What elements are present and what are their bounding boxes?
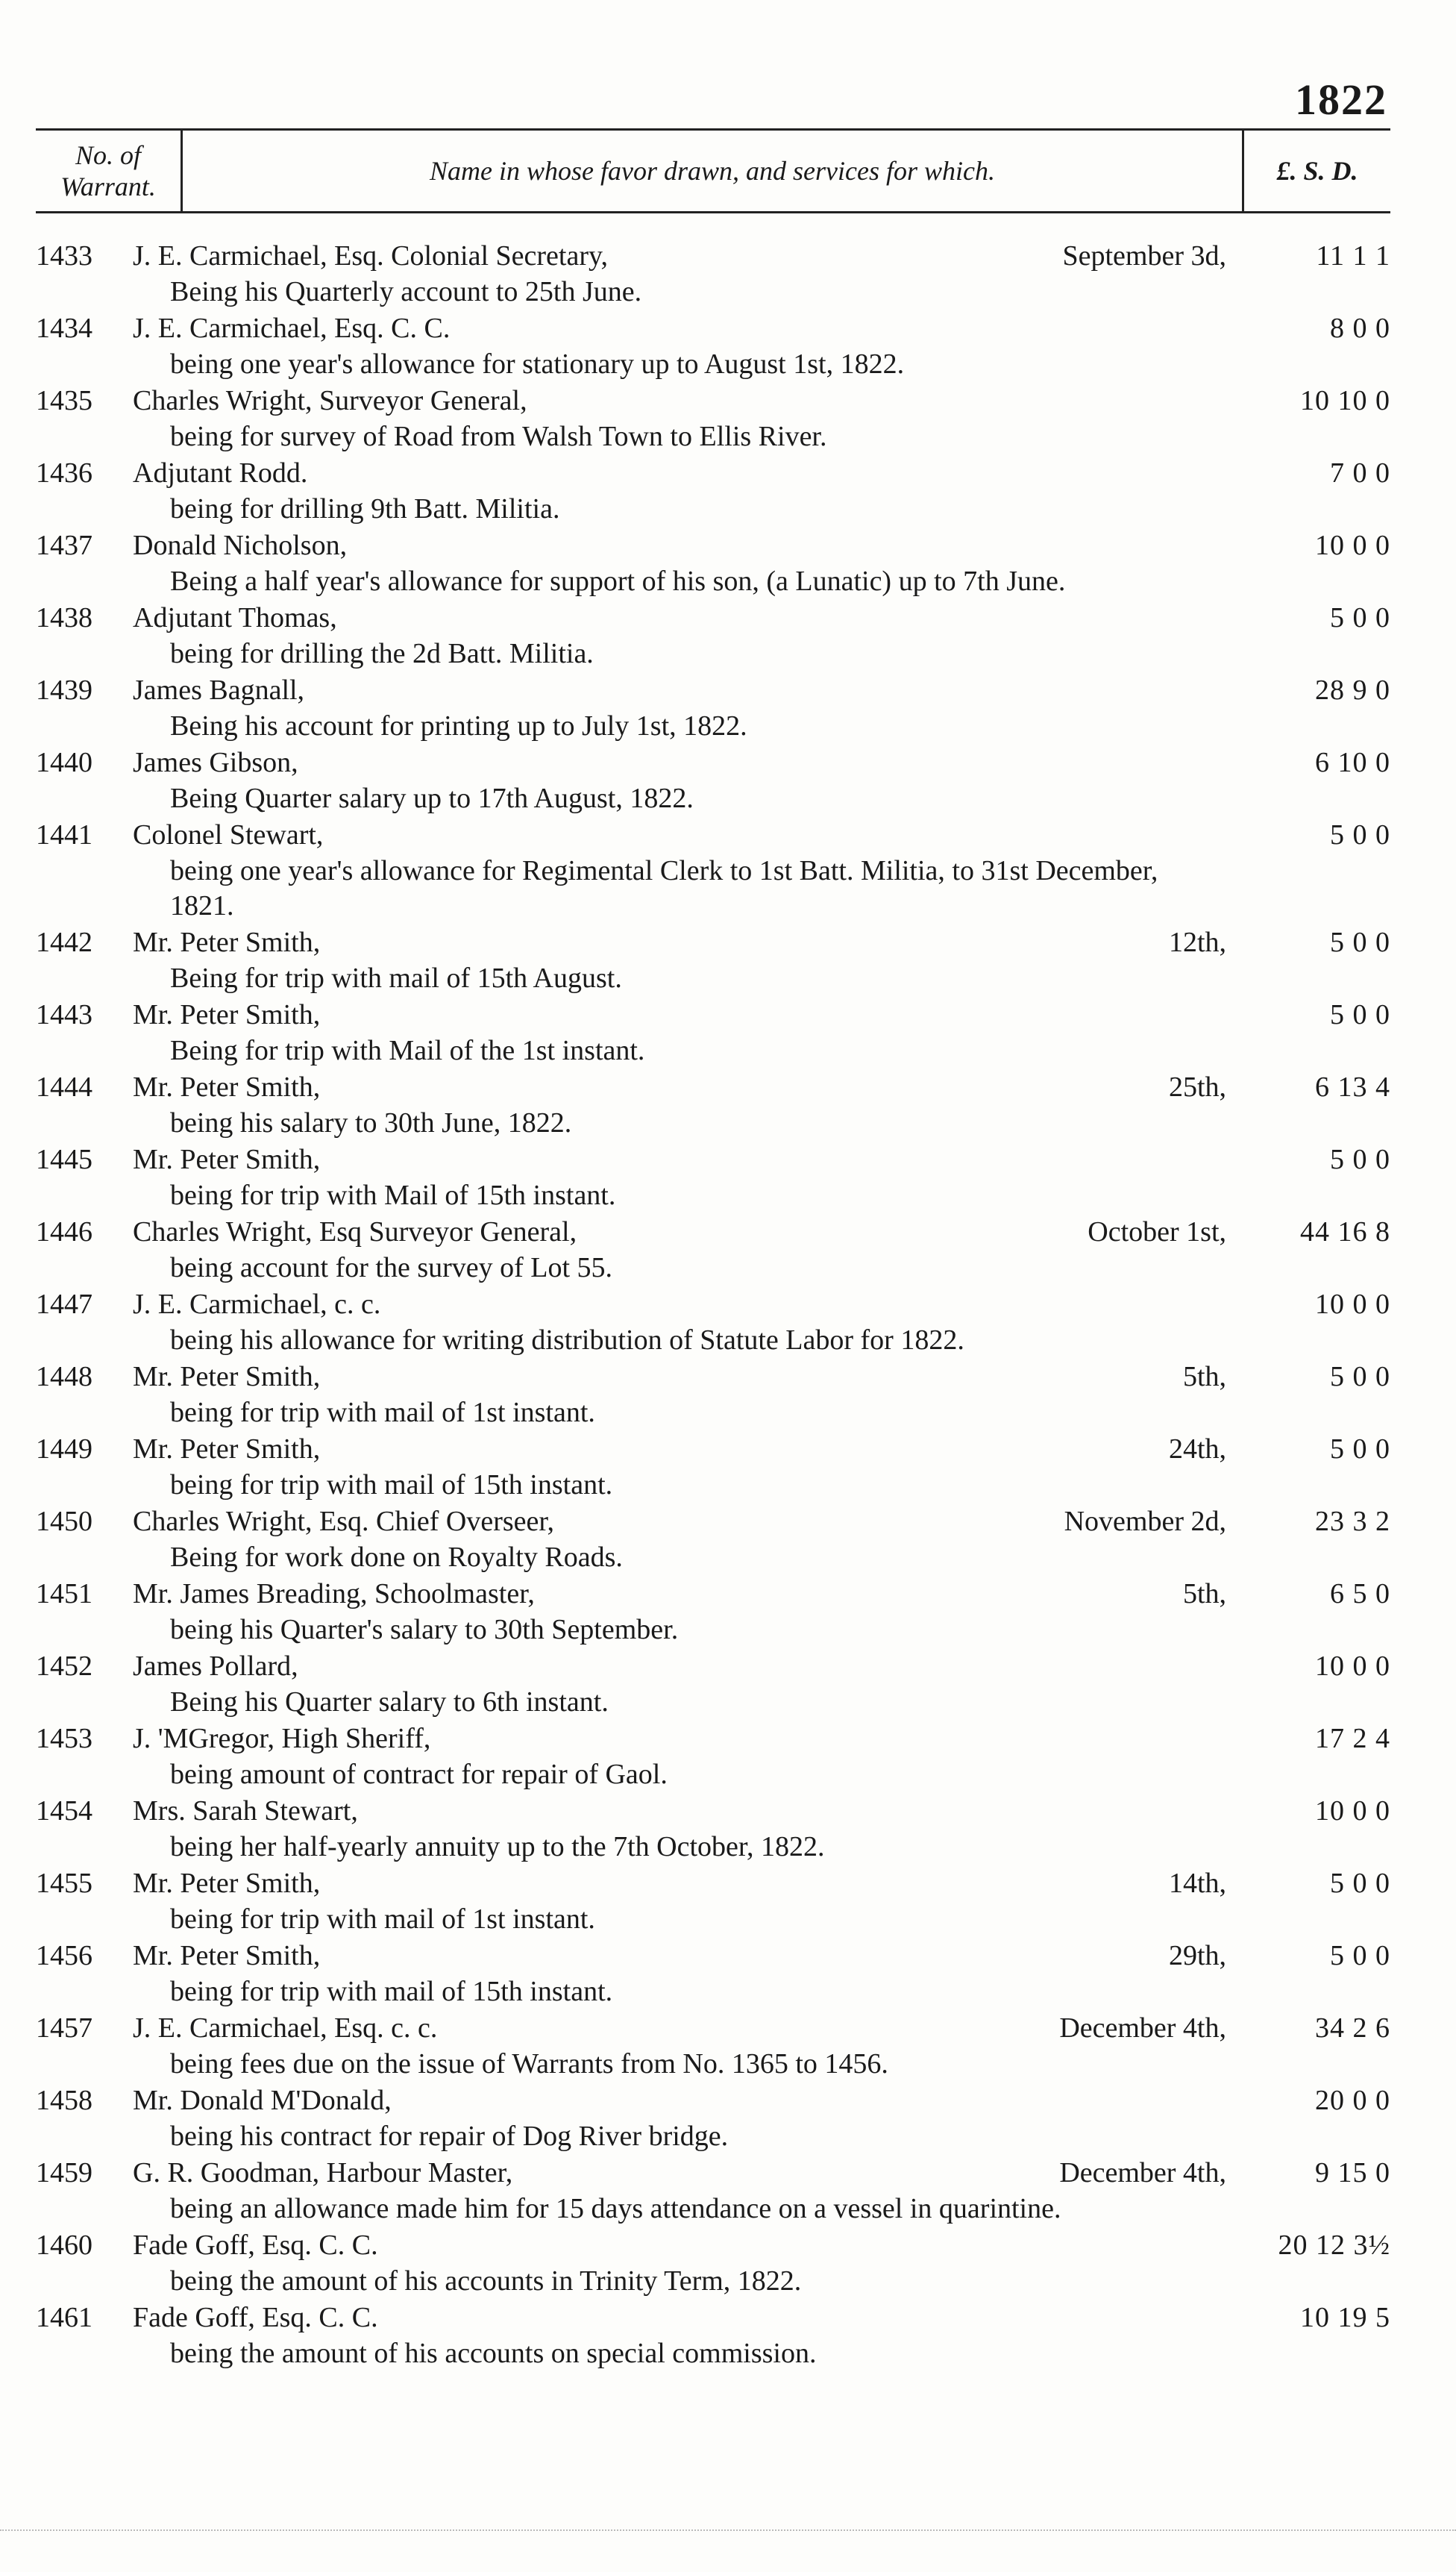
payee-name: Mr. Peter Smith,: [133, 1940, 321, 1971]
warrant-number: 1435: [36, 385, 92, 416]
warrant-entry-main-line: [36, 1865, 1390, 1902]
warrant-entry: [36, 1358, 1390, 1430]
warrant-entry: [36, 672, 1390, 744]
warrant-number: 1434: [36, 313, 92, 344]
warrant-entry: [36, 599, 1390, 672]
warrant-entry-main-line: [36, 2227, 1390, 2264]
warrant-number: 1450: [36, 1506, 92, 1537]
warrant-number: 1449: [36, 1433, 92, 1465]
service-description: being his Quarter's salary to 30th September.: [170, 1614, 679, 1645]
warrant-amount: 10 0 0: [1315, 1795, 1390, 1827]
service-description: being the amount of his accounts on special commission.: [170, 2338, 817, 2369]
warrant-date: 5th,: [1182, 1361, 1226, 1392]
warrant-date: 29th,: [1168, 1940, 1226, 1971]
warrant-amount: 20 0 0: [1315, 2085, 1390, 2116]
service-description: being his salary to 30th June, 1822.: [170, 1107, 572, 1139]
payee-name: Mr. Donald M'Donald,: [133, 2085, 392, 2116]
warrant-amount: 9 15 0: [1315, 2157, 1390, 2188]
warrant-entry-main-line: [36, 1720, 1390, 1757]
warrant-number: 1441: [36, 819, 92, 851]
warrant-number: 1440: [36, 747, 92, 778]
payee-name: Mr. Peter Smith,: [133, 1144, 321, 1175]
warrant-entry: [36, 1575, 1390, 1648]
warrant-amount: 17 2 4: [1315, 1723, 1390, 1754]
warrant-entry: [36, 1720, 1390, 1792]
page-edge-divider: [0, 2529, 1456, 2535]
warrant-amount: 6 13 4: [1315, 1071, 1390, 1103]
warrant-number: 1433: [36, 240, 92, 272]
warrant-entry-main-line: [36, 1575, 1390, 1612]
warrant-amount: 28 9 0: [1315, 675, 1390, 706]
warrant-date: October 1st,: [1088, 1216, 1226, 1248]
service-description: being fees due on the issue of Warrants from No. 1365 to 1456.: [170, 2048, 888, 2080]
warrant-entry: [36, 1213, 1390, 1286]
warrant-entry-main-line: [36, 1286, 1390, 1323]
warrant-entry-main-line: [36, 1141, 1390, 1178]
warrant-list: [36, 237, 1390, 2371]
service-description: being his contract for repair of Dog River bridge.: [170, 2121, 729, 2152]
service-description: Being Quarter salary up to 17th August, 1822.: [170, 783, 694, 814]
warrant-amount: 5 0 0: [1330, 1144, 1390, 1175]
service-description: being an allowance made him for 15 days attendance on a vessel in quarintine.: [170, 2193, 1061, 2224]
warrant-date: November 2d,: [1064, 1506, 1226, 1537]
warrant-entry-main-line: [36, 527, 1390, 564]
service-description: Being a half year's allowance for support of his son, (a Lunatic) up to 7th June.: [170, 566, 1066, 597]
warrant-amount: 5 0 0: [1330, 927, 1390, 958]
name-column-header: Name in whose favor drawn, and services for which.: [183, 131, 1244, 211]
warrant-amount: 5 0 0: [1330, 1433, 1390, 1465]
service-description: being amount of contract for repair of Gaol.: [170, 1759, 668, 1790]
warrant-number: 1454: [36, 1795, 92, 1827]
warrant-number: 1460: [36, 2230, 92, 2261]
warrant-number: 1437: [36, 530, 92, 561]
warrant-amount: 6 10 0: [1315, 747, 1390, 778]
warrant-amount: 34 2 6: [1315, 2012, 1390, 2044]
service-description: being for survey of Road from Walsh Town to Ellis River.: [170, 421, 827, 452]
payee-name: Donald Nicholson,: [133, 530, 348, 561]
payee-name: Charles Wright, Esq Surveyor General,: [133, 1216, 577, 1248]
payee-name: Mr. Peter Smith,: [133, 1361, 321, 1392]
service-description: being for trip with mail of 15th instant.: [170, 1976, 613, 2007]
warrant-entry-main-line: [36, 744, 1390, 781]
payee-name: Mr. Peter Smith,: [133, 1071, 321, 1103]
warrant-number: 1452: [36, 1650, 92, 1682]
warrant-column-header: No. of Warrant.: [36, 131, 183, 211]
warrant-entry-main-line: [36, 1937, 1390, 1974]
warrant-entry-main-line: [36, 1792, 1390, 1830]
service-description: being for trip with mail of 1st instant.: [170, 1903, 595, 1935]
payee-name: Mr. Peter Smith,: [133, 927, 321, 958]
payee-name: Mr. Peter Smith,: [133, 1433, 321, 1465]
warrant-entry-main-line: [36, 310, 1390, 347]
warrant-date: 25th,: [1168, 1071, 1226, 1103]
warrant-amount: 11 1 1: [1316, 240, 1390, 272]
warrant-entry: [36, 382, 1390, 454]
warrant-amount: 10 10 0: [1300, 385, 1390, 416]
warrant-entry-main-line: [36, 382, 1390, 419]
warrant-entry: [36, 527, 1390, 599]
payee-name: Mr. Peter Smith,: [133, 1868, 321, 1899]
warrant-entry: [36, 454, 1390, 527]
warrant-entry-main-line: [36, 996, 1390, 1033]
payee-name: J. E. Carmichael, Esq. Colonial Secretary,: [133, 240, 609, 272]
warrant-entry-main-line: [36, 454, 1390, 492]
warrant-date: 12th,: [1168, 927, 1226, 958]
service-description: Being for trip with Mail of the 1st instant.: [170, 1035, 645, 1066]
warrant-amount: 5 0 0: [1330, 999, 1390, 1030]
warrant-amount: 44 16 8: [1300, 1216, 1390, 1248]
warrant-date: 14th,: [1168, 1868, 1226, 1899]
service-description: being for drilling 9th Batt. Militia.: [170, 493, 560, 525]
table-header: [36, 128, 1390, 213]
warrant-entry-main-line: [36, 672, 1390, 709]
warrant-amount: 23 3 2: [1315, 1506, 1390, 1537]
warrant-number: 1448: [36, 1361, 92, 1392]
service-description: Being his account for printing up to July 1st, 1822.: [170, 710, 747, 742]
warrant-number: 1461: [36, 2302, 92, 2333]
warrant-amount: 10 19 5: [1300, 2302, 1390, 2333]
warrant-entry: [36, 996, 1390, 1068]
service-description: being for drilling the 2d Batt. Militia.: [170, 638, 594, 669]
warrant-date: September 3d,: [1062, 240, 1226, 272]
warrant-amount: 5 0 0: [1330, 1868, 1390, 1899]
service-description: being for trip with Mail of 15th instant.: [170, 1180, 616, 1211]
warrant-number: 1439: [36, 675, 92, 706]
payee-name: Mrs. Sarah Stewart,: [133, 1795, 358, 1827]
warrant-entry-main-line: [36, 1503, 1390, 1540]
service-description: being for trip with mail of 1st instant.: [170, 1397, 595, 1428]
warrant-entry: [36, 1865, 1390, 1937]
warrant-entry-main-line: [36, 237, 1390, 275]
warrant-date: 24th,: [1168, 1433, 1226, 1465]
warrant-entry-main-line: [36, 816, 1390, 854]
warrant-number: 1456: [36, 1940, 92, 1971]
warrant-entry: [36, 2009, 1390, 2082]
warrant-entry-main-line: [36, 2154, 1390, 2191]
payee-name: J. E. Carmichael, c. c.: [133, 1289, 381, 1320]
warrant-entry-main-line: [36, 1430, 1390, 1468]
warrant-entry: [36, 2154, 1390, 2227]
warrant-entry: [36, 1141, 1390, 1213]
payee-name: J. E. Carmichael, Esq. C. C.: [133, 313, 451, 344]
warrant-entry: [36, 1648, 1390, 1720]
service-description: being for trip with mail of 15th instant.: [170, 1469, 613, 1501]
warrant-amount: 5 0 0: [1330, 602, 1390, 633]
warrant-amount: 10 0 0: [1315, 1289, 1390, 1320]
payee-name: J. 'MGregor, High Sheriff,: [133, 1723, 431, 1754]
amount-column-header: £. S. D.: [1276, 156, 1358, 186]
warrant-number: 1446: [36, 1216, 92, 1248]
warrant-number: 1451: [36, 1578, 92, 1609]
warrant-entry: [36, 1937, 1390, 2009]
warrant-entry: [36, 1068, 1390, 1141]
warrant-amount: 7 0 0: [1330, 457, 1390, 489]
warrant-entry-main-line: [36, 2299, 1390, 2336]
warrant-amount: 5 0 0: [1330, 819, 1390, 851]
warrant-number: 1453: [36, 1723, 92, 1754]
warrant-amount: 6 5 0: [1330, 1578, 1390, 1609]
warrant-entry: [36, 1503, 1390, 1575]
service-description: Being for work done on Royalty Roads.: [170, 1542, 623, 1573]
warrant-entry: [36, 1286, 1390, 1358]
payee-name: James Pollard,: [133, 1650, 298, 1682]
payee-name: Fade Goff, Esq. C. C.: [133, 2230, 378, 2261]
warrant-amount: 10 0 0: [1315, 530, 1390, 561]
warrant-number: 1457: [36, 2012, 92, 2044]
page-year: 1822: [1295, 75, 1387, 124]
warrant-entry-main-line: [36, 2082, 1390, 2119]
warrant-entry-main-line: [36, 1068, 1390, 1106]
warrant-entry-main-line: [36, 2009, 1390, 2047]
warrant-entry: [36, 2299, 1390, 2371]
warrant-number: 1447: [36, 1289, 92, 1320]
service-description: being the amount of his accounts in Trinity Term, 1822.: [170, 2265, 802, 2297]
payee-name: Mr. James Breading, Schoolmaster,: [133, 1578, 535, 1609]
warrant-number: 1438: [36, 602, 92, 633]
warrant-number: 1458: [36, 2085, 92, 2116]
warrant-entry-main-line: [36, 924, 1390, 961]
warrant-number: 1445: [36, 1144, 92, 1175]
service-description: Being his Quarterly account to 25th June.: [170, 276, 642, 307]
service-description: being her half-yearly annuity up to the 7th October, 1822.: [170, 1831, 825, 1862]
warrant-entry-main-line: [36, 1358, 1390, 1395]
warrant-entry-main-line: [36, 1213, 1390, 1251]
payee-name: James Bagnall,: [133, 675, 305, 706]
payee-name: Fade Goff, Esq. C. C.: [133, 2302, 378, 2333]
payee-name: Mr. Peter Smith,: [133, 999, 321, 1030]
service-description: being his allowance for writing distribution of Statute Labor for 1822.: [170, 1324, 964, 1356]
warrant-entry: [36, 2082, 1390, 2154]
warrant-entry: [36, 1430, 1390, 1503]
warrant-entry-main-line: [36, 1648, 1390, 1685]
payee-name: Colonel Stewart,: [133, 819, 324, 851]
warrant-number: 1436: [36, 457, 92, 489]
service-description: being one year's allowance for Regimental Clerk to 1st Batt. Militia, to 31st December, 1821.: [170, 855, 1158, 922]
payee-name: G. R. Goodman, Harbour Master,: [133, 2157, 513, 2188]
warrant-amount: 20 12 3½: [1278, 2230, 1390, 2261]
warrant-date: December 4th,: [1059, 2012, 1226, 2044]
warrant-entry: [36, 1792, 1390, 1865]
payee-name: Charles Wright, Esq. Chief Overseer,: [133, 1506, 555, 1537]
warrant-amount: 10 0 0: [1315, 1650, 1390, 1682]
payee-name: J. E. Carmichael, Esq. c. c.: [133, 2012, 438, 2044]
service-description: being one year's allowance for stationary up to August 1st, 1822.: [170, 348, 905, 380]
warrant-date: 5th,: [1182, 1578, 1226, 1609]
warrant-entry-main-line: [36, 599, 1390, 636]
warrant-entry: [36, 744, 1390, 816]
warrant-amount: 5 0 0: [1330, 1940, 1390, 1971]
service-description: Being his Quarter salary to 6th instant.: [170, 1686, 609, 1718]
warrant-number: 1444: [36, 1071, 92, 1103]
warrant-entry: [36, 924, 1390, 996]
warrant-number: 1442: [36, 927, 92, 958]
warrant-amount: 8 0 0: [1330, 313, 1390, 344]
payee-name: James Gibson,: [133, 747, 298, 778]
payee-name: Adjutant Thomas,: [133, 602, 337, 633]
warrant-number: 1443: [36, 999, 92, 1030]
warrant-entry: [36, 310, 1390, 382]
payee-name: Adjutant Rodd.: [133, 457, 308, 489]
service-description: being account for the survey of Lot 55.: [170, 1252, 613, 1283]
service-description: Being for trip with mail of 15th August.: [170, 963, 622, 994]
warrant-number: 1459: [36, 2157, 92, 2188]
payee-name: Charles Wright, Surveyor General,: [133, 385, 527, 416]
warrant-number: 1455: [36, 1868, 92, 1899]
warrant-entry: [36, 237, 1390, 310]
warrant-date: December 4th,: [1059, 2157, 1226, 2188]
warrant-amount: 5 0 0: [1330, 1361, 1390, 1392]
warrant-entry: [36, 816, 1390, 924]
warrant-entry: [36, 2227, 1390, 2299]
